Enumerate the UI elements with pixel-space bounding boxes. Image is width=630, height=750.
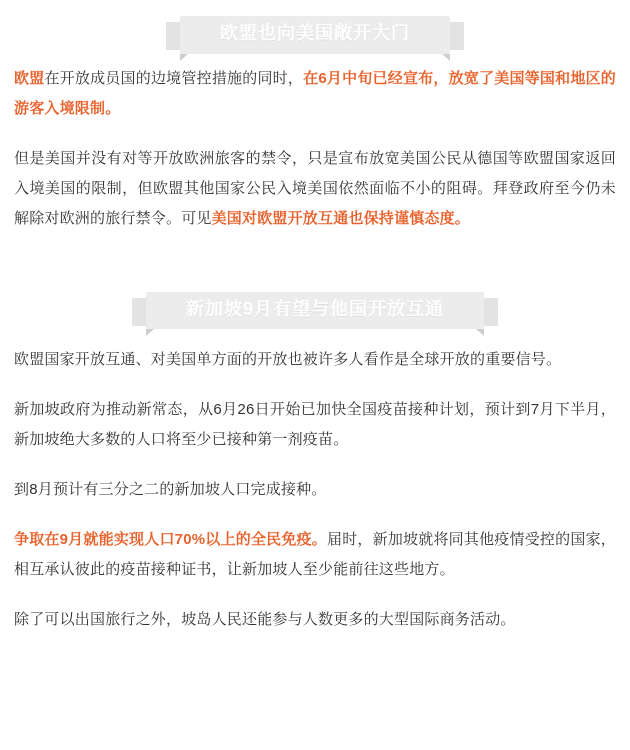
- section-heading-2: [14, 292, 616, 330]
- section-heading-1: [14, 16, 616, 54]
- paragraph-run-normal: 新加坡政府为推动新常态，从6月26日开始已加快全国疫苗接种计划，预计到7月下半月，新加坡绝大多数的人口将至少已接种第一剂疫苗。: [14, 401, 616, 449]
- paragraph-run-accent: 争取在9月就能实现人口70%以上的全民免疫。: [14, 531, 327, 549]
- heading-text: 新加坡9月有望与他国开放互通: [185, 298, 444, 319]
- paragraph-run-normal: 在开放成员国的边境管控措施的同时，: [44, 69, 304, 87]
- paragraph: [14, 345, 616, 375]
- article-page: [0, 16, 630, 750]
- paragraph: [14, 144, 616, 234]
- paragraph: [14, 475, 616, 505]
- paragraph: [14, 525, 616, 585]
- banner-tail-left: [132, 298, 146, 326]
- section-spacer: [14, 254, 616, 276]
- paragraph-run-normal: 但是美国并没有对等开放欧洲旅客的禁令，只是宣布放宽美国公民从德国等欧盟国家返回入境美国的限制，但欧盟其他国家公民入境美国依然面临不小的阻碍。拜登政府至今仍未解除对欧洲的旅行禁令。可见: [14, 149, 616, 227]
- banner-tail-right: [484, 298, 498, 326]
- banner-tail-right: [450, 22, 464, 50]
- heading-text: 欧盟也向美国敞开大门: [220, 23, 410, 43]
- paragraph: [14, 395, 616, 455]
- paragraph: [14, 64, 616, 124]
- paragraph-run-normal: 到8月预计有三分之二的新加坡人口完成接种。: [14, 481, 327, 499]
- paragraph-run-accent: 美国对欧盟开放互通也保持谨慎态度。: [211, 209, 471, 227]
- banner-tail-left: [166, 22, 180, 50]
- paragraph-run-accent: 在6月中旬已经宣布，放宽了美国等国和地区的游客入境限制。: [14, 69, 616, 117]
- paragraph-run-accent: 欧盟: [14, 69, 45, 87]
- paragraph-run-normal: 除了可以出国旅行之外，坡岛人民还能参与人数更多的大型国际商务活动。: [14, 611, 516, 629]
- heading-banner: [180, 16, 450, 54]
- heading-banner: [146, 292, 484, 330]
- paragraph: [14, 605, 616, 635]
- paragraph-run-normal: 届时，新加坡就将同其他疫情受控的国家，相互承认彼此的疫苗接种证书，让新加坡人至少能前往这些地方。: [14, 531, 616, 579]
- paragraph-run-normal: 欧盟国家开放互通、对美国单方面的开放也被许多人看作是全球开放的重要信号。: [14, 351, 562, 369]
